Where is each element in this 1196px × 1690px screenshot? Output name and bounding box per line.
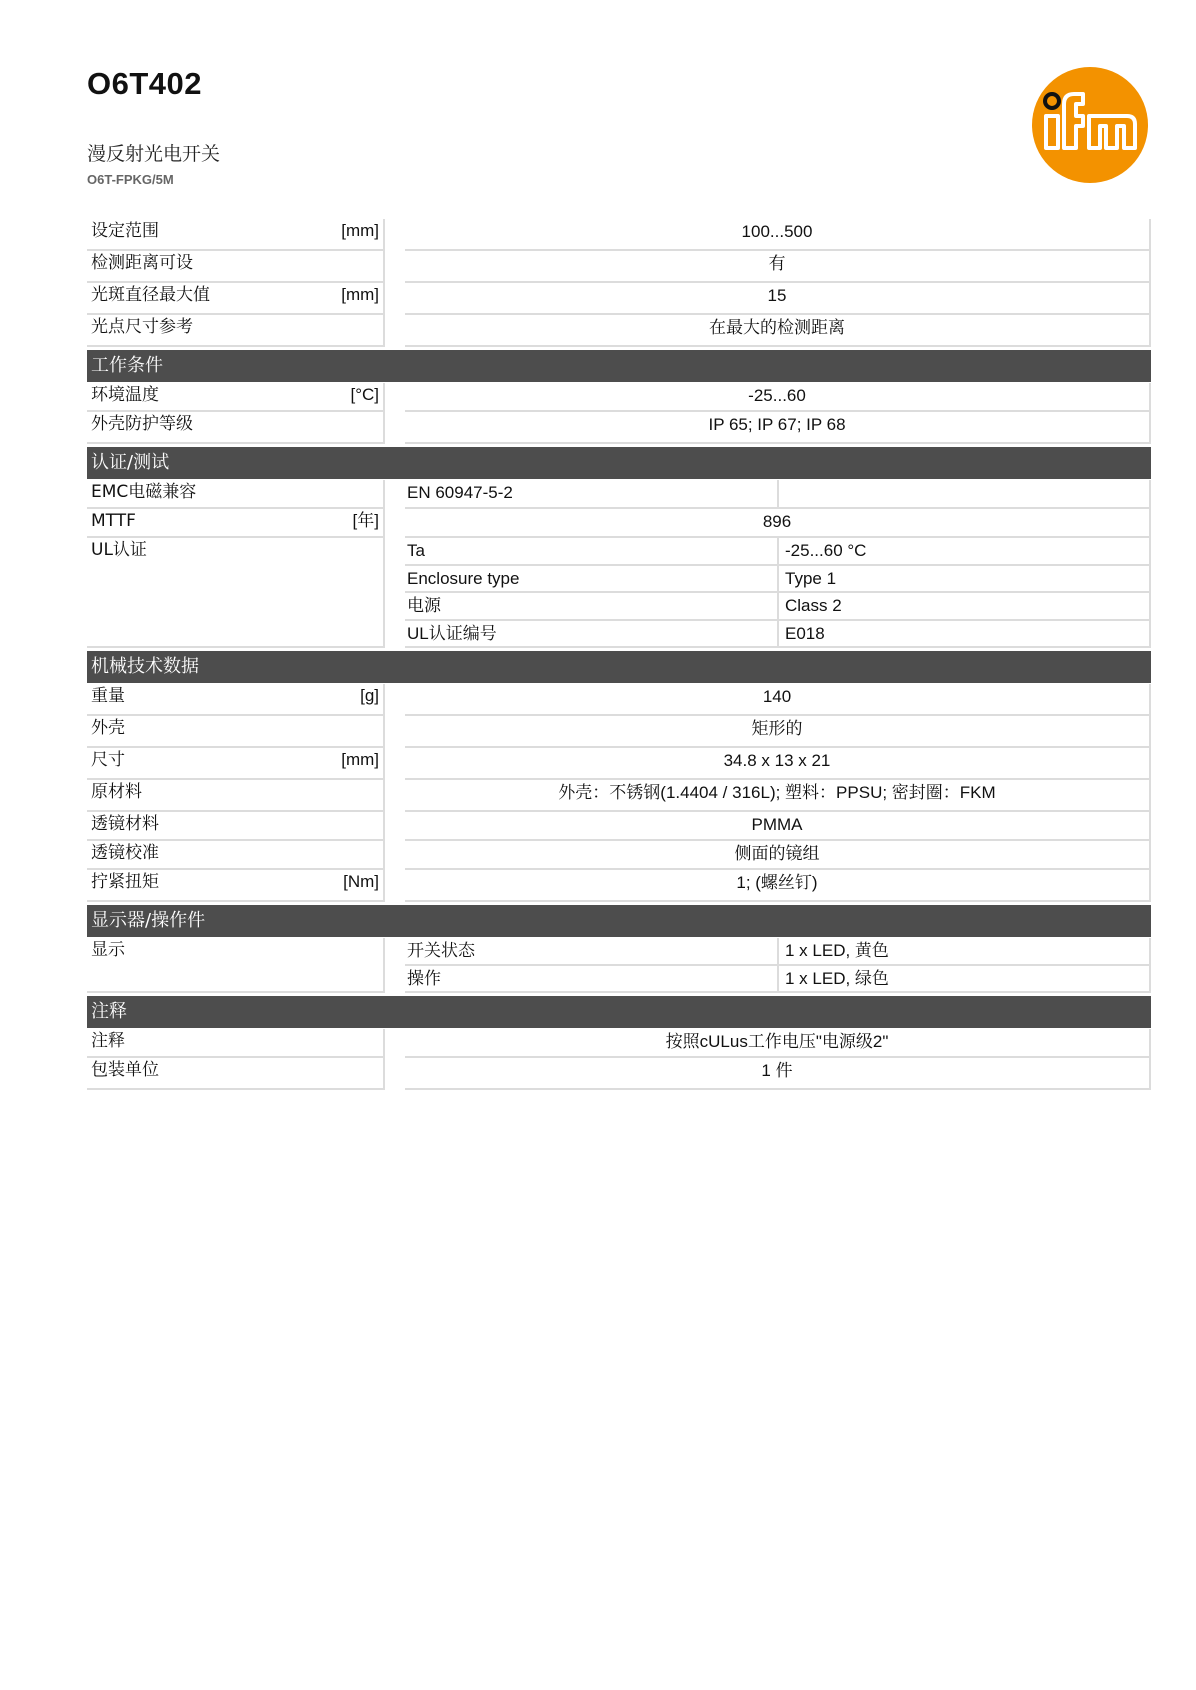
spec-label (87, 480, 385, 509)
label-text: 尺寸 (91, 750, 125, 770)
spec-value: 按照cULus工作电压"电源级2" (405, 1029, 1151, 1058)
spec-label (87, 538, 385, 648)
spec-label (87, 383, 385, 412)
ul-key: Enclosure type (405, 566, 779, 594)
label-text: 光点尺寸参考 (91, 317, 193, 337)
spec-row-dimensions (87, 748, 1151, 780)
ul-value: Type 1 (779, 566, 1151, 594)
spec-label (87, 283, 385, 315)
spec-row-display (87, 938, 1151, 993)
ul-item (405, 566, 1151, 594)
spec-row-lens-material (87, 812, 1151, 841)
spec-value: 1; (螺丝钉) (405, 870, 1151, 902)
spec-row-spot-diameter (87, 283, 1151, 315)
ul-value: Class 2 (779, 593, 1151, 621)
spec-row-lens-alignment (87, 841, 1151, 870)
spec-label (87, 841, 385, 870)
display-item (405, 938, 1151, 966)
label-text: 设定范围 (91, 221, 159, 241)
spec-value: 34.8 x 13 x 21 (405, 748, 1151, 780)
spec-label (87, 412, 385, 444)
product-title: O6T402 (87, 66, 203, 101)
ul-item (405, 593, 1151, 621)
unit-text: [mm] (341, 285, 379, 304)
emc-standard: EN 60947-5-2 (405, 480, 779, 509)
spec-row-torque (87, 870, 1151, 902)
ul-key: 电源 (405, 593, 779, 621)
spec-row-housing (87, 716, 1151, 748)
section-header-remarks: 注释 (87, 996, 1151, 1028)
spec-value: 侧面的镜组 (405, 841, 1151, 870)
unit-text: [mm] (341, 221, 379, 240)
spec-value: 矩形的 (405, 716, 1151, 748)
spec-label (87, 1029, 385, 1058)
spec-label (87, 1058, 385, 1090)
label-text: 外壳防护等级 (91, 414, 193, 434)
emc-extra (779, 480, 1151, 509)
unit-text: [Nm] (343, 872, 379, 891)
label-text: MTTF (91, 511, 136, 531)
display-key: 开关状态 (405, 938, 779, 966)
ul-key: Ta (405, 538, 779, 566)
display-values (405, 938, 1151, 993)
section-header-mechanical: 机械技术数据 (87, 651, 1151, 683)
spec-row-ul (87, 538, 1151, 648)
spec-row-setting-range (87, 219, 1151, 251)
label-text: 原材料 (91, 782, 142, 802)
label-text: 显示 (91, 940, 125, 960)
display-key: 操作 (405, 966, 779, 994)
spec-label (87, 748, 385, 780)
spec-label (87, 870, 385, 902)
spec-value: -25...60 (405, 383, 1151, 412)
section-header-operating: 工作条件 (87, 350, 1151, 382)
unit-text: [°C] (350, 385, 379, 404)
section-header-display: 显示器/操作件 (87, 905, 1151, 937)
label-text: 透镜校准 (91, 843, 159, 863)
label-text: 重量 (91, 686, 125, 706)
spec-label (87, 684, 385, 716)
unit-text: [g] (360, 686, 379, 705)
spec-value: 在最大的检测距离 (405, 315, 1151, 347)
spec-value: 140 (405, 684, 1151, 716)
spec-row-weight (87, 684, 1151, 716)
label-text: 光斑直径最大值 (91, 285, 210, 305)
spec-value: 15 (405, 283, 1151, 315)
label-text: 注释 (91, 1031, 125, 1051)
label-text: 拧紧扭矩 (91, 872, 159, 892)
display-value: 1 x LED, 绿色 (779, 966, 1151, 994)
spec-row-packaging (87, 1058, 1151, 1090)
spec-value: 896 (405, 509, 1151, 538)
label-text: 透镜材料 (91, 814, 159, 834)
spec-row-protection (87, 412, 1151, 444)
ul-key: UL认证编号 (405, 621, 779, 649)
ul-values (405, 538, 1151, 648)
spec-value: 有 (405, 251, 1151, 283)
spec-row-remarks (87, 1029, 1151, 1058)
spec-row-emc (87, 480, 1151, 509)
section-header-approvals: 认证/测试 (87, 447, 1151, 479)
display-item (405, 966, 1151, 994)
spec-row-adjustable (87, 251, 1151, 283)
spec-label (87, 219, 385, 251)
label-text: UL认证 (91, 540, 147, 560)
spec-value: PMMA (405, 812, 1151, 841)
spec-value: 外壳：不锈钢(1.4404 / 316L); 塑料：PPSU; 密封圈：FKM (405, 780, 1151, 812)
article-number: O6T-FPKG/5M (87, 172, 174, 187)
unit-text: [年] (352, 511, 379, 530)
spec-label (87, 716, 385, 748)
spec-row-ambient-temp (87, 383, 1151, 412)
ifm-logo (1031, 66, 1149, 184)
label-text: 包装单位 (91, 1060, 159, 1080)
ul-value: E018 (779, 621, 1151, 649)
ul-item (405, 538, 1151, 566)
product-subtitle: 漫反射光电开关 (87, 143, 221, 165)
label-text: 检测距离可设 (91, 253, 193, 273)
label-text: 外壳 (91, 718, 125, 738)
spec-row-mttf (87, 509, 1151, 538)
ul-value: -25...60 °C (779, 538, 1151, 566)
label-text: EMC电磁兼容 (91, 482, 197, 502)
display-value: 1 x LED, 黄色 (779, 938, 1151, 966)
label-text: 环境温度 (91, 385, 159, 405)
spec-label (87, 509, 385, 538)
spec-row-spot-reference (87, 315, 1151, 347)
spec-label (87, 315, 385, 347)
spec-value: 100...500 (405, 219, 1151, 251)
spec-value: IP 65; IP 67; IP 68 (405, 412, 1151, 444)
spec-table (87, 219, 1151, 1090)
spec-label (87, 251, 385, 283)
spec-label (87, 812, 385, 841)
unit-text: [mm] (341, 750, 379, 769)
spec-label (87, 780, 385, 812)
emc-values (405, 480, 1151, 509)
spec-label (87, 938, 385, 993)
spec-row-materials (87, 780, 1151, 812)
ul-item (405, 621, 1151, 649)
spec-value: 1 件 (405, 1058, 1151, 1090)
